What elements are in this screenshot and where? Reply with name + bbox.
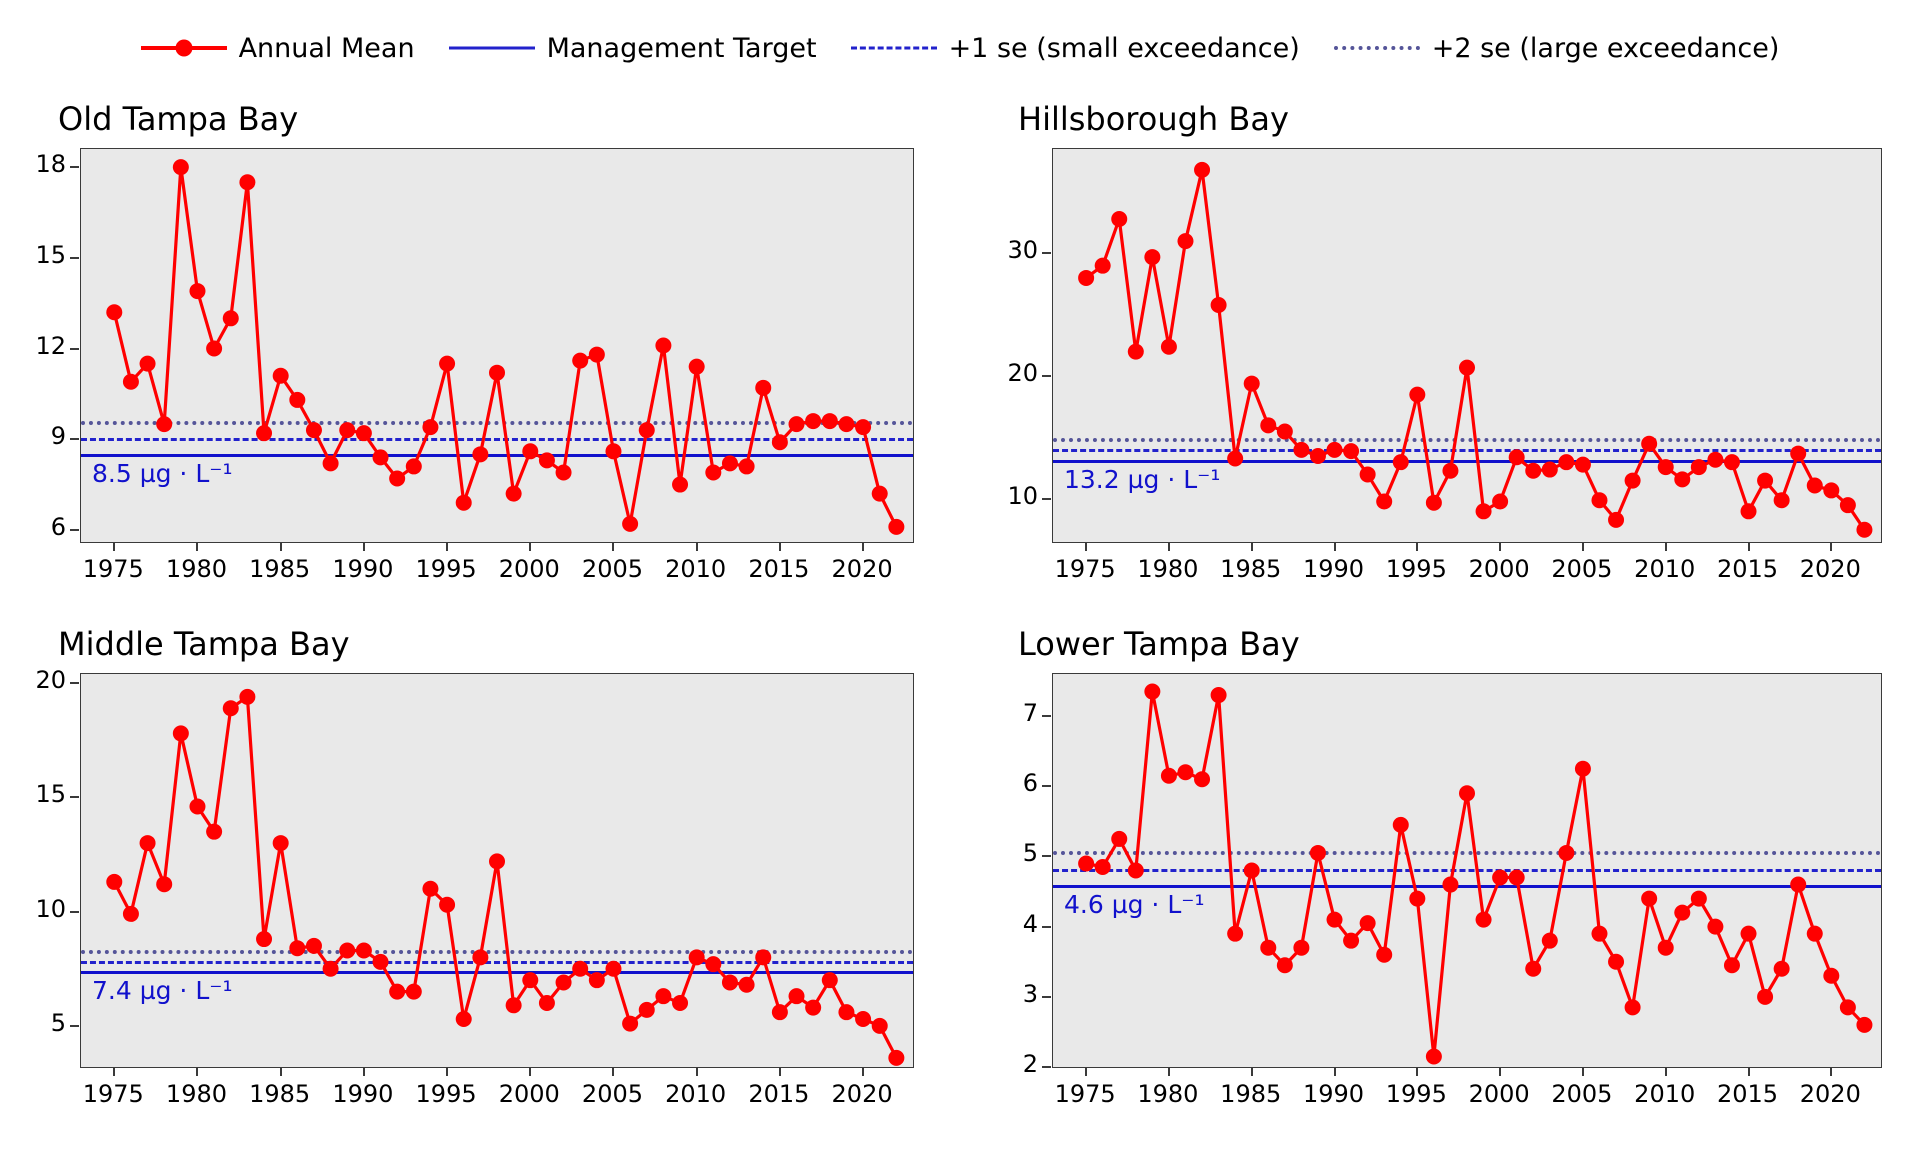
x-axis-tick-label: 1975: [82, 555, 144, 583]
y-axis-tick-mark: [70, 348, 79, 350]
x-axis-tick-label: 1990: [1302, 1080, 1365, 1108]
y-axis-tick-label: 5: [1022, 839, 1038, 868]
legend-item-annual-mean: [141, 33, 415, 64]
chart-legend: [0, 0, 1920, 96]
y-axis-tick-mark: [1042, 855, 1051, 857]
x-axis-tick-label: 1975: [82, 1080, 144, 1108]
y-axis-tick-label: 2: [1022, 1050, 1038, 1078]
x-axis-tick-mark: [1748, 1067, 1750, 1076]
x-axis-tick-mark: [446, 542, 448, 551]
x-axis-tick-mark: [1085, 1067, 1087, 1076]
plot-lower-tampa-bay: [960, 621, 1920, 1146]
x-axis-tick-mark: [1085, 542, 1087, 551]
x-axis-tick-mark: [529, 542, 531, 551]
y-axis-tick-label: 15: [35, 780, 66, 809]
panel-title: Middle Tampa Bay: [58, 625, 350, 663]
x-axis-tick-label: 1980: [165, 555, 227, 583]
x-axis-tick-label: 1975: [1054, 555, 1116, 583]
x-axis-tick-label: 1985: [249, 555, 311, 583]
x-axis-tick-mark: [196, 542, 198, 551]
annual-mean-series: [1053, 674, 1881, 1067]
x-axis-tick-label: 1985: [249, 1080, 311, 1108]
x-axis-tick-mark: [779, 542, 781, 551]
x-axis-tick-label: 2015: [1716, 555, 1779, 583]
y-axis-tick-label: 10: [35, 894, 66, 923]
x-axis-tick-mark: [696, 542, 698, 551]
x-axis-tick-label: 1995: [1385, 555, 1447, 583]
x-axis-tick-mark: [280, 542, 282, 551]
plot-area: [80, 673, 914, 1068]
x-axis-tick-mark: [1748, 542, 1750, 551]
target-value-label: 13.2 µg · L⁻¹: [1064, 464, 1221, 494]
y-axis-tick-label: 20: [1007, 359, 1038, 388]
legend-label-annual-mean: Annual Mean: [238, 32, 415, 64]
x-axis-tick-mark: [1830, 542, 1832, 551]
x-axis-tick-mark: [1665, 1067, 1667, 1076]
plot-old-tampa-bay: [0, 96, 960, 621]
y-axis-tick-mark: [70, 796, 79, 798]
y-axis-tick-mark: [1042, 252, 1051, 254]
x-axis-tick-label: 1975: [1054, 1080, 1116, 1108]
x-axis-tick-label: 1985: [1220, 555, 1282, 583]
y-axis-tick-label: 20: [35, 666, 66, 695]
x-axis-tick-label: 2010: [665, 1080, 727, 1108]
y-axis-tick-label: 18: [35, 150, 66, 179]
x-axis-tick-label: 2020: [831, 1080, 893, 1108]
x-axis-tick-mark: [1665, 542, 1667, 551]
x-axis-tick-mark: [113, 542, 115, 551]
y-axis-tick-mark: [1042, 498, 1051, 500]
x-axis-tick-label: 2000: [498, 1080, 560, 1108]
x-axis-tick-mark: [1582, 1067, 1584, 1076]
y-axis-tick-mark: [70, 1025, 79, 1027]
x-axis-tick-mark: [1334, 1067, 1336, 1076]
legend-label-se2: +2 se (large exceedance): [1431, 32, 1780, 64]
panel-title: Hillsborough Bay: [1018, 100, 1289, 138]
panel-lower-tampa-bay: [960, 621, 1920, 1146]
panel-middle-tampa-bay: [0, 621, 960, 1146]
x-axis-tick-label: 2000: [498, 555, 560, 583]
x-axis-tick-label: 2015: [748, 1080, 810, 1108]
x-axis-tick-label: 2010: [1634, 555, 1696, 583]
y-axis-tick-mark: [70, 438, 79, 440]
panel-hillsborough-bay: [960, 96, 1920, 621]
x-axis-tick-label: 2015: [1716, 1080, 1779, 1108]
y-axis-tick-mark: [70, 911, 79, 913]
x-axis-tick-label: 1995: [1385, 1080, 1447, 1108]
x-axis-tick-label: 2005: [1551, 555, 1613, 583]
legend-item-se2: [1334, 33, 1780, 64]
x-axis-tick-label: 2010: [665, 555, 727, 583]
x-axis-tick-mark: [1416, 1067, 1418, 1076]
legend-item-management-target: [449, 33, 817, 64]
y-axis-tick-mark: [1042, 715, 1051, 717]
x-axis-tick-mark: [612, 1067, 614, 1076]
x-axis-tick-label: 1980: [165, 1080, 227, 1108]
x-axis-tick-mark: [1830, 1067, 1832, 1076]
x-axis-tick-mark: [1168, 1067, 1170, 1076]
plot-middle-tampa-bay: [0, 621, 960, 1146]
y-axis-tick-label: 15: [35, 240, 66, 269]
x-axis-tick-mark: [280, 1067, 282, 1076]
x-axis-tick-mark: [363, 1067, 365, 1076]
line-marker-red-icon: [141, 37, 227, 59]
legend-label-management-target: Management Target: [546, 32, 817, 64]
x-axis-tick-label: 2020: [1799, 555, 1861, 583]
y-axis-tick-mark: [70, 166, 79, 168]
x-axis-tick-label: 2020: [831, 555, 893, 583]
x-axis-tick-mark: [446, 1067, 448, 1076]
panel-old-tampa-bay: [0, 96, 960, 621]
x-axis-tick-label: 2010: [1634, 1080, 1696, 1108]
y-axis-tick-mark: [1042, 375, 1051, 377]
x-axis-tick-label: 2015: [748, 555, 810, 583]
y-axis-tick-mark: [70, 257, 79, 259]
y-axis-tick-label: 7: [1022, 699, 1038, 728]
y-axis-tick-mark: [1042, 996, 1051, 998]
x-axis-tick-label: 2020: [1799, 1080, 1861, 1108]
legend-label-se1: +1 se (small exceedance): [948, 32, 1300, 64]
y-axis-tick-label: 3: [1022, 979, 1038, 1008]
x-axis-tick-mark: [1499, 542, 1501, 551]
y-axis-tick-label: 30: [1007, 236, 1038, 265]
x-axis-tick-label: 2005: [581, 1080, 643, 1108]
plot-hillsborough-bay: [960, 96, 1920, 621]
y-axis-tick-mark: [1042, 926, 1051, 928]
x-axis-tick-mark: [862, 542, 864, 551]
target-value-label: 4.6 µg · L⁻¹: [1064, 889, 1205, 919]
x-axis-tick-label: 1985: [1220, 1080, 1282, 1108]
y-axis-tick-mark: [70, 682, 79, 684]
y-axis-tick-mark: [70, 529, 79, 531]
y-axis-tick-label: 12: [35, 331, 66, 360]
panel-title: Old Tampa Bay: [58, 100, 299, 138]
y-axis-tick-label: 6: [1022, 769, 1038, 798]
x-axis-tick-mark: [1168, 542, 1170, 551]
x-axis-tick-label: 2000: [1468, 555, 1530, 583]
x-axis-tick-mark: [196, 1067, 198, 1076]
x-axis-tick-mark: [1416, 542, 1418, 551]
y-axis-tick-label: 6: [50, 512, 66, 541]
y-axis-tick-label: 9: [50, 422, 66, 451]
x-axis-tick-label: 1990: [332, 1080, 394, 1108]
y-axis-tick-mark: [1042, 785, 1051, 787]
x-axis-tick-label: 1995: [415, 555, 477, 583]
x-axis-tick-label: 1980: [1137, 555, 1199, 583]
x-axis-tick-label: 1990: [332, 555, 394, 583]
legend-item-se1: [851, 33, 1300, 64]
dashed-blue-line-icon: [851, 37, 937, 59]
y-axis-tick-label: 5: [50, 1008, 66, 1037]
x-axis-tick-mark: [113, 1067, 115, 1076]
solid-blue-line-icon: [449, 37, 535, 59]
panel-title: Lower Tampa Bay: [1018, 625, 1300, 663]
chart-grid: [0, 96, 1920, 1146]
x-axis-tick-label: 2005: [581, 555, 643, 583]
x-axis-tick-mark: [363, 542, 365, 551]
x-axis-tick-mark: [529, 1067, 531, 1076]
target-value-label: 8.5 µg · L⁻¹: [92, 459, 233, 489]
x-axis-tick-mark: [612, 542, 614, 551]
target-value-label: 7.4 µg · L⁻¹: [92, 976, 233, 1006]
y-axis-tick-label: 4: [1022, 909, 1038, 938]
x-axis-tick-mark: [1251, 542, 1253, 551]
x-axis-tick-mark: [1334, 542, 1336, 551]
x-axis-tick-label: 1980: [1137, 1080, 1199, 1108]
y-axis-tick-label: 10: [1007, 482, 1038, 511]
x-axis-tick-mark: [862, 1067, 864, 1076]
y-axis-tick-mark: [1042, 1066, 1051, 1068]
x-axis-tick-mark: [1251, 1067, 1253, 1076]
x-axis-tick-mark: [1582, 542, 1584, 551]
x-axis-tick-label: 1990: [1302, 555, 1365, 583]
annual-mean-series: [81, 674, 913, 1067]
x-axis-tick-label: 2005: [1551, 1080, 1613, 1108]
plot-area: [1052, 673, 1882, 1068]
x-axis-tick-label: 2000: [1468, 1080, 1530, 1108]
x-axis-tick-mark: [1499, 1067, 1501, 1076]
x-axis-tick-mark: [696, 1067, 698, 1076]
x-axis-tick-mark: [779, 1067, 781, 1076]
x-axis-tick-label: 1995: [415, 1080, 477, 1108]
dotted-blue-line-icon: [1334, 37, 1420, 59]
